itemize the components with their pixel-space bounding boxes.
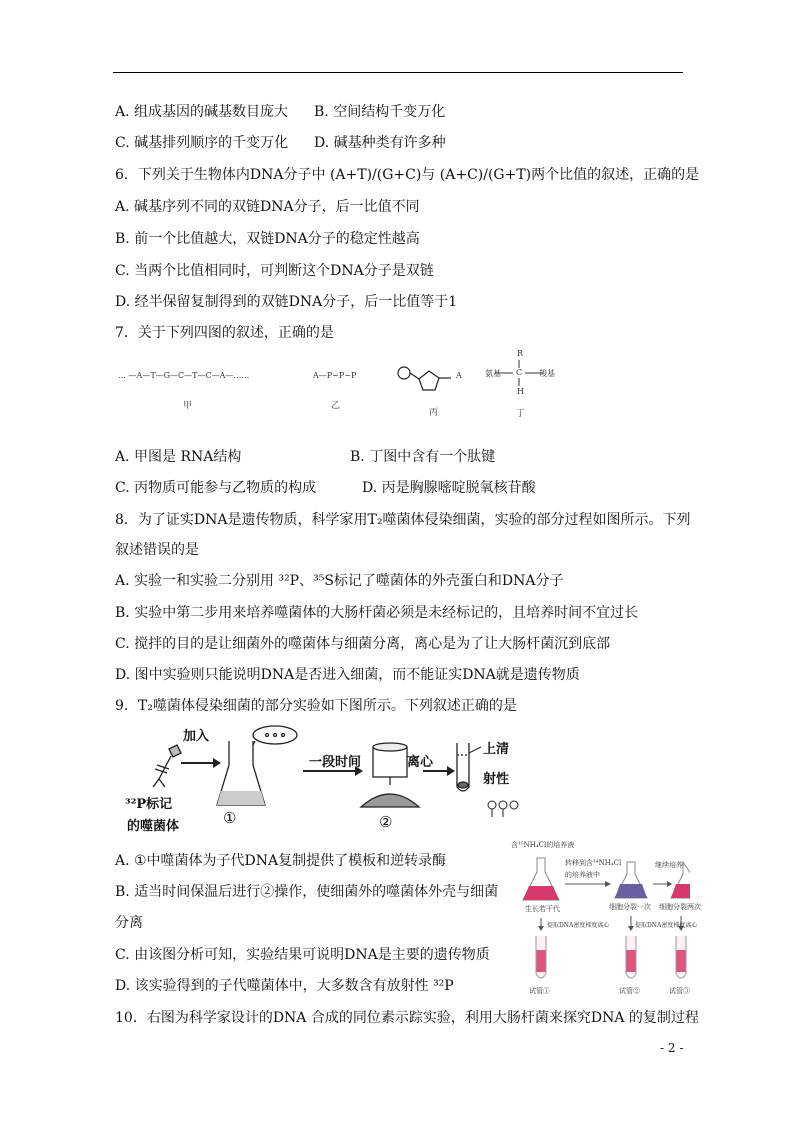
q9-option-a: A. ①中噬菌体为子代DNA复制提供了模板和逆转录酶 bbox=[115, 853, 447, 869]
q10-tube3: 试管③ bbox=[669, 987, 690, 995]
fig-centrifuge-label: 离心 bbox=[407, 755, 434, 770]
q9-option-c: C. 由该图分析可知，实验结果可说明DNA是主要的遗传物质 bbox=[115, 947, 490, 963]
q9-option-b-line2: 分离 bbox=[115, 915, 143, 931]
q7-stem: 7．关于下列四图的叙述，正确的是 bbox=[115, 325, 334, 341]
q7-option-b: B. 丁图中含有一个肽键 bbox=[350, 449, 496, 465]
fig-ding-carboxyl: 羧基 bbox=[539, 369, 555, 378]
fig-yi-sequence: A—P~P~P bbox=[313, 371, 357, 380]
fig-jia-sequence: … —A—T—G—C—T—C—A—…… bbox=[118, 371, 250, 380]
q10-extract1: 提取DNA密度梯度离心 bbox=[547, 922, 610, 929]
q8-option-d: D. 图中实验则只能说明DNA是否进入细菌，而不能证实DNA就是遗传物质 bbox=[115, 667, 580, 683]
q10-stem: 10．右图为科学家设计的DNA 合成的同位素示踪实验，利用大肠杆菌来探究DNA 的复制过程 bbox=[115, 1010, 699, 1026]
q8-stem-line2: 叙述错误的是 bbox=[115, 542, 199, 558]
fig-yi-label: 乙 bbox=[331, 401, 341, 411]
q8-stem-line1: 8．为了证实DNA是遗传物质，科学家用T₂噬菌体侵染细菌，实验的部分过程如图所示。下列 bbox=[115, 512, 691, 528]
q5-option-d: D. 碱基种类有许多种 bbox=[314, 135, 446, 151]
fig-circle-1: ① bbox=[223, 809, 237, 827]
q6-stem: 6．下列关于生物体内DNA分子中 (A+T)/(G+C)与 (A+C)/(G+T)两个比值的叙述，正确的是 bbox=[115, 167, 700, 183]
q10-tube1: 试管① bbox=[529, 987, 550, 995]
q8-option-c: C. 搅拌的目的是让细菌外的噬菌体与细菌分离，离心是为了让大肠杆菌沉到底部 bbox=[115, 636, 611, 652]
q10-extract2: 提取DNA密度梯度离心 bbox=[635, 922, 698, 929]
q9-stem: 9．T₂噬菌体侵染细菌的部分实验如下图所示。下列叙述正确的是 bbox=[115, 698, 517, 714]
fig-ding-label: 丁 bbox=[516, 409, 526, 419]
q7-figures bbox=[115, 349, 695, 432]
fig-ding-amino: 氨基 bbox=[485, 369, 501, 378]
page-number: - 2 - bbox=[660, 1041, 684, 1055]
q9-option-d: D. 该实验得到的子代噬菌体中，大多数含有放射性 ³²P bbox=[115, 978, 454, 994]
q5-option-b: B. 空间结构千变万化 bbox=[314, 104, 446, 120]
fig-circle-2: ② bbox=[379, 813, 393, 831]
fig-label-line2: 的噬菌体 bbox=[127, 819, 180, 834]
amino-acid-diagram bbox=[495, 358, 555, 402]
fig-jia-label: 甲 bbox=[183, 401, 193, 411]
q6-option-a: A. 碱基序列不同的双链DNA分子，后一比值不同 bbox=[115, 199, 420, 215]
q5-option-a: A. 组成基因的碱基数目庞大 bbox=[115, 104, 289, 120]
q7-option-c: C. 丙物质可能参与乙物质的构成 bbox=[115, 480, 317, 496]
fig-radio-label: 射性 bbox=[483, 772, 510, 787]
fig-add-label: 加入 bbox=[183, 729, 210, 744]
q10-div1: 细胞分裂一次 bbox=[609, 903, 651, 911]
q7-option-a: A. 甲图是 RNA结构 bbox=[115, 449, 242, 465]
header-rule bbox=[113, 72, 683, 73]
nucleotide-diagram bbox=[395, 362, 465, 402]
q8-option-a: A. 实验一和实验二分别用 ³²P、³⁵S标记了噬菌体的外壳蛋白和DNA分子 bbox=[115, 573, 564, 589]
fig-bing-base: A bbox=[456, 371, 462, 380]
q9-option-b-line1: B. 适当时间保温后进行②操作，使细菌外的噬菌体外壳与细菌 bbox=[115, 884, 499, 900]
fig-ding-c: C bbox=[516, 368, 523, 377]
fig-bing-label: 丙 bbox=[429, 408, 439, 418]
q10-div2: 细胞分裂两次 bbox=[659, 903, 701, 911]
q6-option-d: D. 经半保留复制得到的双链DNA分子，后一比值等于1 bbox=[115, 294, 458, 310]
fig-ding-h: H bbox=[517, 387, 524, 396]
q6-option-b: B. 前一个比值越大，双链DNA分子的稳定性越高 bbox=[115, 231, 420, 247]
fig-label-line1: ³²P标记 bbox=[125, 797, 173, 812]
q10-continue: 继续培养 bbox=[655, 861, 683, 869]
q6-option-c: C. 当两个比值相同时，可判断这个DNA分子是双链 bbox=[115, 263, 434, 279]
fig-ding-r: R bbox=[517, 349, 524, 358]
q8-option-b: B. 实验中第二步用来培养噬菌体的大肠杆菌必须是未经标记的，且培养时间不宜过长 bbox=[115, 605, 639, 621]
q10-transfer-line1: 转移到含¹⁴NH₄Cl bbox=[565, 859, 622, 867]
q5-option-c: C. 碱基排列顺序的千变万化 bbox=[115, 135, 289, 151]
q7-option-d: D. 丙是胸腺嘧啶脱氧核苷酸 bbox=[362, 480, 536, 496]
q10-top-label: 含¹⁵NH₄Cl的培养液 bbox=[511, 841, 575, 849]
fig-supernatant-label: 上清 bbox=[483, 742, 510, 757]
q10-transfer-line2: 的培养液中 bbox=[565, 871, 600, 879]
q10-grow: 生长若干代 bbox=[525, 905, 560, 913]
q9-figure bbox=[125, 725, 525, 837]
q10-figure bbox=[505, 838, 701, 998]
fig-time-label: 一段时间 bbox=[309, 755, 362, 770]
q10-tube2: 试管② bbox=[619, 987, 640, 995]
